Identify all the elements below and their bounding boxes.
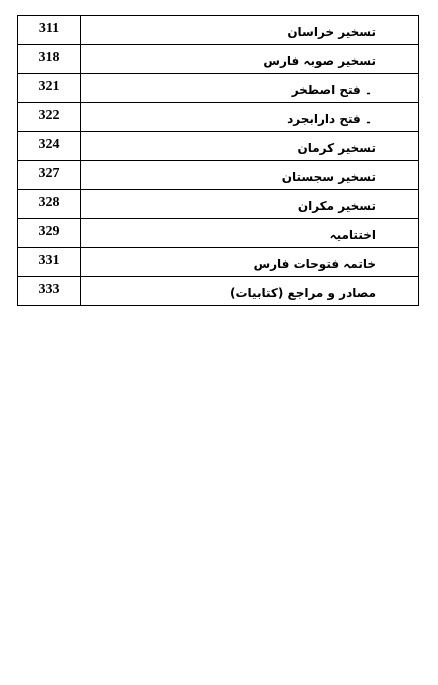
table-row: [18, 190, 419, 219]
table-row: [18, 45, 419, 74]
table-row: [18, 219, 419, 248]
table-row: [18, 16, 419, 45]
page-number: 328: [18, 190, 81, 219]
chapter-title: تسخیر سجستان: [81, 161, 419, 190]
page-number: 322: [18, 103, 81, 132]
table-of-contents: [17, 15, 419, 306]
page-number: 311: [18, 16, 81, 45]
chapter-title: تسخیر صوبہ فارس: [81, 45, 419, 74]
table-row: [18, 161, 419, 190]
page-number: 324: [18, 132, 81, 161]
page-number: 329: [18, 219, 81, 248]
section-title: ۔ فتح اصطخر: [81, 74, 419, 103]
table-row: [18, 103, 419, 132]
table-row: [18, 74, 419, 103]
chapter-title: تسخیر خراسان: [81, 16, 419, 45]
page-number: 327: [18, 161, 81, 190]
page-number: 321: [18, 74, 81, 103]
chapter-title: تسخیر کرمان: [81, 132, 419, 161]
table-row: [18, 132, 419, 161]
section-title: ۔ فتح دارابجرد: [81, 103, 419, 132]
page-number: 333: [18, 277, 81, 306]
chapter-title: اختتامیہ: [81, 219, 419, 248]
chapter-title: مصادر و مراجع (کتابیات): [81, 277, 419, 306]
chapter-title: خاتمہ فتوحات فارس: [81, 248, 419, 277]
page-number: 318: [18, 45, 81, 74]
chapter-title: تسخیر مکران: [81, 190, 419, 219]
page-number: 331: [18, 248, 81, 277]
table-row: [18, 248, 419, 277]
table-row: [18, 277, 419, 306]
